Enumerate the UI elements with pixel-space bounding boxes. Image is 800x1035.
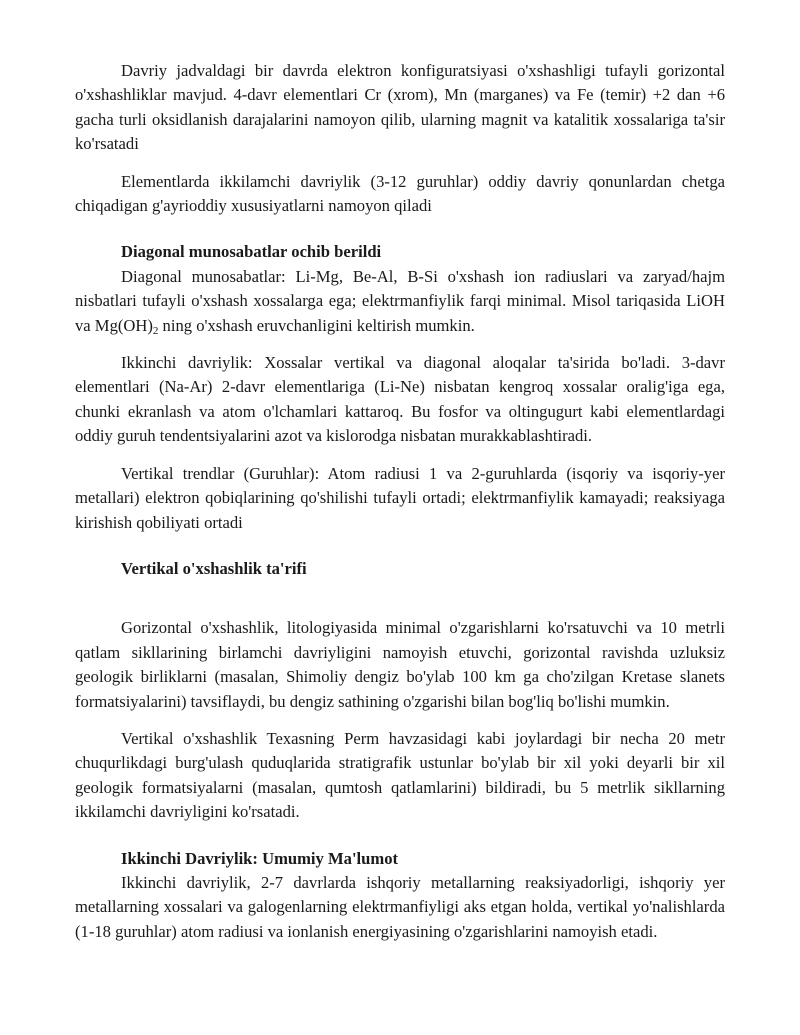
heading-diagonal-relationships: Diagonal munosabatlar ochib berildi	[121, 242, 382, 262]
heading-secondary-periodicity-overview: Ikkinchi Davriylik: Umumiy Ma'lumot	[121, 848, 399, 868]
document-body	[75, 59, 725, 944]
paragraph-diagonal-relationships	[75, 265, 725, 338]
heading-vertical-similarity: Vertikal o'xshashlik ta'rifi	[121, 558, 307, 578]
paragraph-horizontal-similarity: Davriy jadvaldagi bir davrda elektron konfiguratsiyasi o'xshashligi tufayli gorizontal o'xshashliklar mavjud. 4-davr elementlari Cr (xrom), Mn (marganes) va Fe (temir) +2 dan +6 gacha turli oksidlanish darajalarini namoyon qilib, ularning magnit va katalitik xossalariga ta'sir ko'rsatadi	[75, 61, 725, 154]
subscript-2: 2	[152, 324, 159, 337]
paragraph-horizontal-geology: Gorizontal o'xshashlik, litologiyasida minimal o'zgarishlarni ko'rsatuvchi va 10 metrli qatlam sikllarining birlamchi davriyligini namoyish etuvchi, gorizontal ravishda uzluksiz geologik birliklarni (masalan, Shimoliy dengiz bo'ylab 100 km ga cho'zilgan Kretase slanets formatsiyalarini) tavsiflaydi, bu dengiz sathining o'zgarishi bilan bog'liq bo'lishi mumkin.	[75, 618, 725, 711]
paragraph-secondary-periodicity-overview: Ikkinchi davriylik, 2-7 davrlarda ishqoriy metallarning reaksiyadorligi, ishqoriy yer metallarning xossalari va galogenlarning elektrmanfiyligi aks etgan holda, vertikal yo'nalishlarda (1-18 guruhlar) atom radiusi va ionlanish energiyasining o'zgarishlarini namoyish etadi.	[75, 872, 725, 941]
paragraph-secondary-periodicity-intro: Elementlarda ikkilamchi davriylik (3-12 guruhlar) oddiy davriy qonunlardan chetga chiqadigan g'ayrioddiy xususiyatlarni namoyon qiladi	[75, 171, 725, 216]
diagonal-text-start: Diagonal munosabatlar: Li-Mg, Be-Al, B-Si o'xshash ion radiuslari va zaryad/hajm nisbatlari tufayli o'xshash xossalarga ega; elektrmanfiylik farqi minimal. Misol tariqasida LiOH va Mg(OH)	[75, 266, 725, 335]
paragraph-vertical-trends: Vertikal trendlar (Guruhlar): Atom radiusi 1 va 2-guruhlarda (isqoriy va isqoriy-yer metallari) elektron qobiqlarining qo'shilishi tufayli ortadi; elektrmanfiylik kamayadi; reaksiyaga kirishish qobiliyati ortadi	[75, 463, 725, 532]
paragraph-vertical-geology: Vertikal o'xshashlik Texasning Perm havzasidagi kabi joylardagi bir necha 20 metr chuqurlikdagi burg'ulash quduqlarida stratigrafik ustunlar bo'ylab bir xil yoki deyarli bir xil geologik formatsiyalarni (masalan, qumtosh qatlamlarini) bildiradi, bu 5 metrlik sikllarning ikkilamchi davriyligini ko'rsatadi.	[75, 728, 725, 822]
diagonal-text-end: ning o'xshash eruvchanligini keltirish mumkin.	[158, 315, 475, 335]
paragraph-secondary-periodicity: Ikkinchi davriylik: Xossalar vertikal va diagonal aloqalar ta'sirida bo'ladi. 3-davr elementlari (Na-Ar) 2-davr elementlariga (Li-Ne) nisbatan kengroq xossalar oralig'iga ega, chunki ekranlash va atom o'lchamlari kattaroq. Bu fosfor va oltingugurt kabi elementlardagi oddiy guruh tendentsiyalarini azot va kislorodga nisbatan murakkablashtiradi.	[75, 353, 725, 446]
